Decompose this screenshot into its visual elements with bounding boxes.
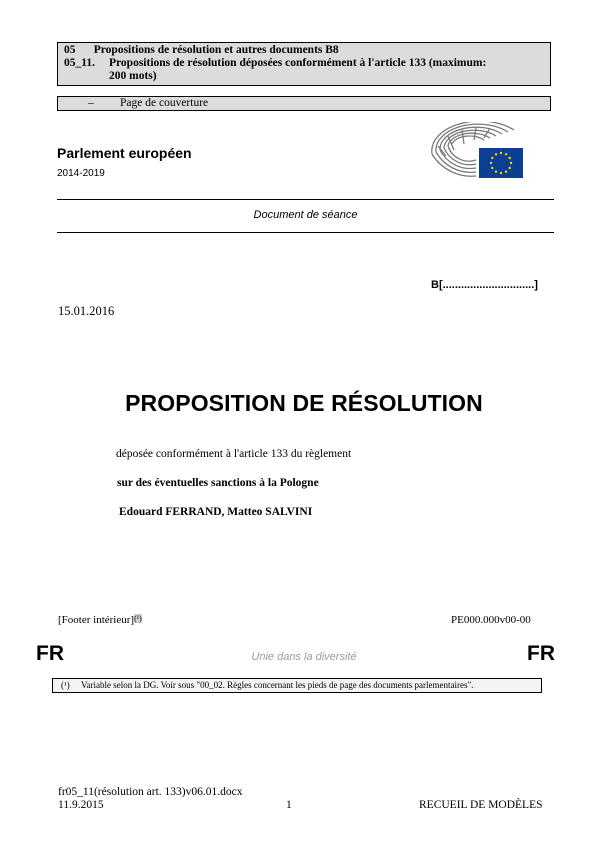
document-type: Document de séance: [253, 209, 358, 221]
footnote-text: Variable selon la DG. Voir sous "00_02. Règles concernant les pieds de page des documents parlementaires".: [81, 680, 474, 690]
reference-number: B[..............................]: [431, 279, 538, 291]
institution-name: Parlement européen: [57, 145, 192, 161]
legislature-years: 2014-2019: [57, 168, 105, 179]
cover-label: Page de couverture: [120, 97, 209, 109]
language-code-right: FR: [527, 642, 555, 665]
section-title: Propositions de résolution et autres documents B8: [93, 44, 339, 56]
page-title: PROPOSITION DE RÉSOLUTION: [125, 390, 483, 416]
deposition-line: déposée conformément à l'article 133 du règlement: [116, 448, 352, 460]
eu-motto: Unie dans la diversité: [251, 651, 357, 663]
language-code-left: FR: [36, 642, 64, 665]
european-parliament-logo: [426, 122, 526, 182]
collection-name: RECUEIL DE MODÈLES: [419, 799, 543, 811]
cover-dash: –: [88, 97, 94, 109]
file-name: fr05_11(résolution art. 133)v06.01.docx: [58, 786, 243, 798]
footer-interior-label: [Footer intérieur]: [58, 614, 135, 626]
subsection-title-continued: 200 mots): [109, 70, 157, 82]
pe-number: PE000.000v00-00: [451, 614, 531, 626]
version-date: 11.9.2015: [58, 799, 104, 811]
footnote-box: [52, 678, 542, 693]
subject-line: sur des éventuelles sanctions à la Pologne: [117, 477, 319, 489]
subsection-number: 05_11.: [64, 57, 95, 69]
section-number: 05: [64, 44, 76, 56]
footnote-marker: (¹): [134, 614, 142, 623]
authors-line: Edouard FERRAND, Matteo SALVINI: [119, 506, 313, 518]
divider-bottom: [57, 232, 554, 233]
subsection-title: Propositions de résolution déposées conformément à l'article 133 (maximum:: [109, 57, 487, 69]
footnote-box-marker: (¹): [61, 680, 70, 690]
cover-page-box: [57, 96, 551, 111]
section-header-box: [57, 42, 551, 86]
document-date: 15.01.2016: [58, 304, 115, 318]
divider-top: [57, 199, 554, 200]
footer-interior: [58, 614, 142, 626]
page-number: 1: [286, 799, 292, 811]
